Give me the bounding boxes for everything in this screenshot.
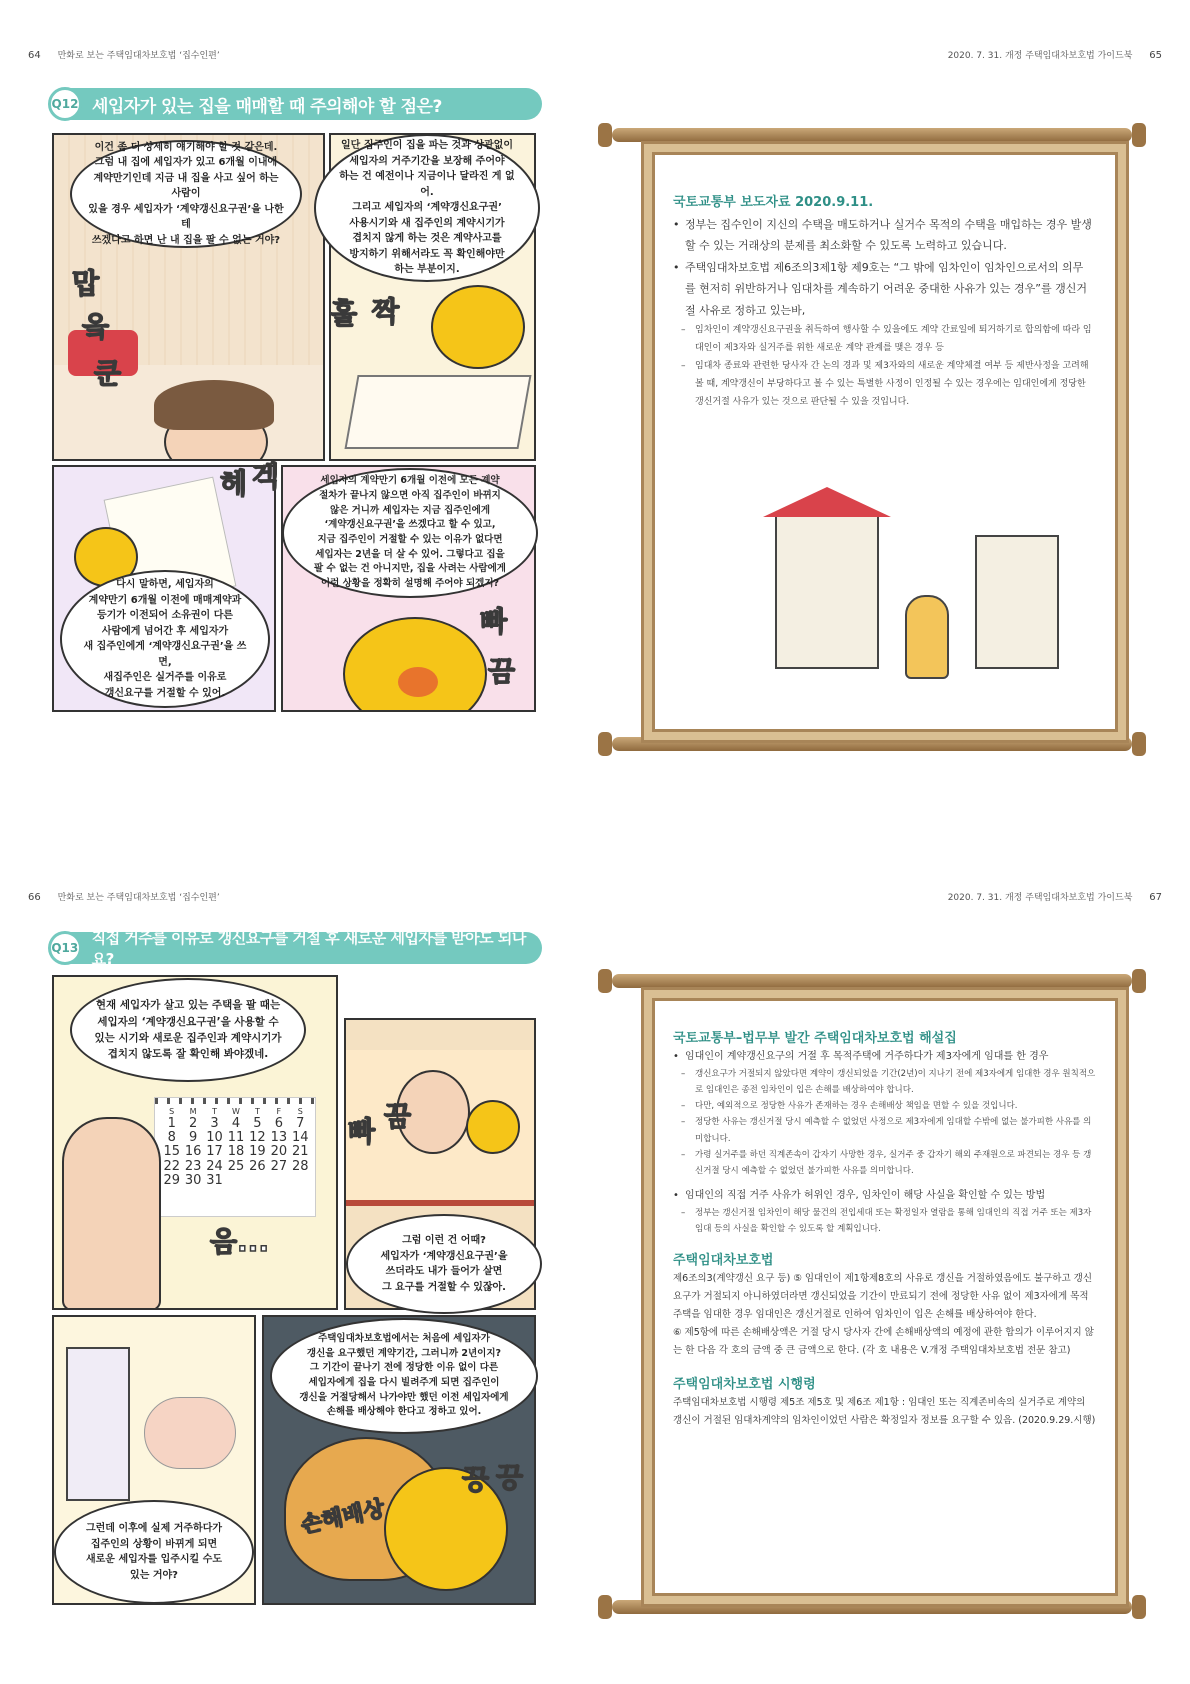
calendar-day-header: T [212,1107,217,1116]
mascot-illustration [343,617,487,712]
speech-bubble: 이건 좀 더 상세히 얘기해야 할 것 같은데. 그럼 내 집에 세입자가 있고 6개월 이내에 계약만기인데 지금 내 집을 사고 싶어 하는 사람이 있을 경우 세입자가 ‘계약갱신요구권’을 나한테 쓰겠다고 하면 난 내 집을 팔 수 없는 거야? [70,140,302,248]
calendar-date: 3 [210,1115,219,1131]
scroll-knob [598,123,612,147]
scroll-rod-top [612,974,1132,988]
mascot-beak [398,667,438,697]
sound-effect: 빠 [348,1115,376,1148]
speech-bubble: 세입자의 계약만기 6개월 이전에 모든 계약 절차가 끝나지 않으면 아직 집주인이 바뀌지 않은 거니까 세입자는 지금 집주인에게 ‘계약갱신요구권’을 쓰겠다고 할 수 있고, 지금 집주인이 거절할 수 있는 이유가 없다면 세입자는 2년을 더 살 수 있어. 그렇다고 집을 팔 수 없는 건 아니지만, 집을 사려는 사람에게 이런 상황을 정확히 설명해 주어야 되겠지? [282,468,538,598]
speech-bubble: 일단 집주인이 집을 파는 것과 상관없이 세입자의 거주기간을 보장해 주어야 하는 건 예전이나 지금이나 달라진 게 없어. 그리고 세입자의 ‘계약갱신요구권’ 사용시기와 새 집주인의 계약시기가 겹치지 않게 하는 것은 계약사고를 방지하기 위해서라도 꼭 확인해야만 하는 부분이지. [314,134,540,282]
question-title: 직접 거주를 이유로 갱신요구를 거절 후 새로운 세입자를 받아도 되나요? [91,929,526,968]
building-roof [763,487,891,517]
calendar-rings [155,1098,315,1104]
calendar-date: 6 [274,1115,283,1131]
sound-effect: 맙 [72,267,100,300]
character-illustration [62,1117,161,1310]
page-header-right [948,48,1162,61]
calendar-date: 27 [270,1158,288,1174]
page-number: 66 [28,892,41,903]
scroll-panel [652,152,1118,732]
calendar-date: 31 [206,1172,223,1188]
mascot-illustration [384,1467,508,1591]
calendar-date: 30 [184,1172,202,1188]
page-header-right [948,890,1162,903]
calendar-day-header: W [232,1107,240,1116]
sound-effect: 끔 [384,1100,412,1133]
calendar-day-header: M [189,1107,197,1116]
calendar-date: 29 [163,1172,180,1188]
speech-bubble: 다시 말하면, 세입자의 계약만기 6개월 이전에 매매계약과 등기가 이전되어 소유권이 다른 사람에게 넘어간 후 세입자가 새 집주인에게 ‘계약갱신요구권’을 쓰면, 새집주인은 실거주를 이유로 갱신요구를 거절할 수 있어. [60,570,270,708]
calendar-date: 4 [231,1115,241,1131]
calendar-date: 15 [163,1144,180,1160]
calendar-date: 18 [227,1144,245,1160]
scroll-knob [598,1595,612,1619]
calendar-date: 1 [167,1115,176,1131]
book-title: 만화로 보는 주택임대차보호법 ‘집수인편’ [57,51,220,61]
sound-effect: 끔 [488,655,516,688]
dash-text: – 임대차 종료와 관련한 당사자 간 논의 경과 및 제3자와의 새로운 계약체결 여부 등 제반사정을 고려해 볼 때, 계약갱신이 부당하다고 볼 수 있는 특별한 사정이 인정될 수 있는 경우에는 임대인에게 정당한 갱신거절 사유가 있는 것으로 판단될 수 있을 것입니다. [673,357,1093,411]
calendar-date: 26 [249,1158,266,1174]
guidebook-title: 2020. 7. 31. 개정 주택임대차보호법 가이드북 [947,51,1133,61]
calendar-date: 20 [270,1144,288,1160]
question-title-bar [50,929,542,968]
calendar-date: 24 [206,1158,223,1174]
law-paragraph: ⑥ 제5항에 따른 손해배상액은 거절 당시 당사자 간에 손해배상액의 예정에 관한 합의가 이루어지지 않는 한 다음 각 호의 금액 중 큰 금액으로 한다. (각 호 내용은 V.개정 주택임대차보호법 전문 참고) [673,1327,1094,1357]
dash-text: – 정부는 갱신거절 임차인이 해당 물건의 전입세대 또는 확정일자 열람을 통해 임대인의 직접 거주 또는 제3자 임대 등의 사실을 확인할 수 있도록 할 계획입니다. [673,1205,1097,1237]
page-number: 64 [28,50,41,61]
bullet-text: • 임대인이 계약갱신요구의 거절 후 목적주택에 거주하다가 제3자에게 임대를 한 경우 [673,1048,1097,1066]
scroll-rod-top [612,128,1132,142]
calendar-date: 9 [188,1130,198,1146]
scroll-knob [1132,1595,1146,1619]
calendar-day-header: T [254,1107,260,1116]
speech-bubble: 그런데 이후에 실제 거주하다가 집주인의 상황이 바뀌게 되면 새로운 세입자를 입주시킬 수도 있는 거야? [54,1500,254,1604]
calendar-date: 7 [296,1115,305,1131]
sound-effect: 짝 [372,295,400,328]
section-heading: 국토교통부–법무부 발간 주택임대차보호법 해설집 [673,1031,957,1046]
scroll-knob [1132,969,1146,993]
calendar-date: 10 [206,1130,223,1146]
law-paragraph: 제6조의3(계약갱신 요구 등) ⑤ 임대인이 제1항제8호의 사유로 갱신을 거절하였음에도 불구하고 갱신요구가 거절되지 아니하였더라면 갱신되었을 기간이 만료되기 전에 정당한 사유 없이 제3자에게 목적 주택을 임대한 경우 임대인은 갱신거절로 인하여 임차인이 입은 손해를 배상하여야 한다. [673,1273,1093,1321]
question-badge: Q13 [48,931,82,965]
scroll-panel [652,998,1118,1596]
bullet-text: • 주택임대차보호법 제6조의3제1항 제9호는 “그 밖에 임차인이 임차인으로서의 의무를 현저히 위반하거나 임대차를 계속하기 어려운 중대한 사유가 있는 경우”를 갱신거절 사유로 정하고 있는바, [673,257,1093,321]
book-illustration [344,375,531,449]
calendar [154,1097,316,1217]
sound-effect: 빠 [480,605,508,638]
building-illustration [66,1347,130,1501]
speech-bubble: 주택임대차보호법에서는 처음에 세입자가 갱신을 요구했던 계약기간, 그러니까 2년이지? 그 기간이 끝나기 전에 정당한 이유 없이 다른 세입자에게 집을 다시 빌려주게 되면 집주인이 갱신을 거절당해서 나가야만 했던 이전 세입자에게 손해를 배상해야 한다고 정하고 있어. [270,1318,538,1434]
sound-effect: 겍 [252,460,280,493]
sound-effect: 음... [210,1225,269,1258]
scroll-content [673,1027,1097,1430]
scroll-knob [1132,123,1146,147]
calendar-day-header: S [169,1107,175,1116]
building-illustration-left [775,515,879,669]
calendar-date: 21 [292,1144,309,1160]
page-number: 65 [1149,50,1162,61]
bullet-text: • 임대인의 직접 거주 사유가 허위인 경우, 임차인이 해당 사실을 확인할 수 있는 방법 [673,1187,1097,1205]
dash-text: – 임차인이 계약갱신요구권을 취득하여 행사할 수 있을에도 계약 간료일에 퇴거하기로 합의함에 따라 임대인이 제3자와 실거주를 위한 새로운 계약 관계를 맺은 경우 등 [673,321,1093,357]
calendar-date: 28 [292,1158,309,1174]
character-hair [154,380,274,430]
calendar-date: 13 [270,1130,288,1146]
sound-effect: 손해배상 [298,1496,388,1539]
calendar-date: 8 [167,1130,176,1146]
person-illustration [905,595,949,679]
page-number: 67 [1149,892,1162,903]
scroll-content [673,191,1093,411]
family-illustration [144,1397,236,1469]
scroll-rod-bottom [612,1600,1132,1614]
dash-text: – 가령 실거주를 하던 직계존속이 갑자기 사망한 경우, 실거주 중 갑자기 해외 주재원으로 파견되는 경우 등 갱신거절 당시 예측할 수 없었던 불가피한 사유를 의미합니다. [673,1147,1097,1179]
section-heading: 주택임대차보호법 시행령 [673,1376,816,1392]
bullet-text: • 정부는 집수인이 지신의 수택을 매도하거나 실거수 목적의 수택을 매입하는 경우 발생할 수 있는 거래상의 분제를 최소화할 수 있도록 노력하고 있습니다. [673,214,1093,257]
law-paragraph: 주택임대차보호법 시행령 제5조 제5호 및 제6조 제1항 : 임대인 또는 직계존비속의 실거주로 계약의 갱신이 거절된 임대차계약의 임차인이었던 사람은 확정일자 정보를 요구할 수 있음. (2020.9.29.시행) [673,1396,1096,1426]
calendar-date: 25 [227,1158,245,1174]
speech-bubble: 현재 세입자가 살고 있는 주택을 팔 때는 세입자의 ‘계약갱신요구권’을 사용할 수 있는 시기와 새로운 집주인과 계약시기가 겹치지 않도록 잘 확인해 봐야겠네. [70,978,306,1082]
sound-effect: 훌 [330,297,358,330]
sound-effect: 읔 [82,310,110,343]
calendar-date: 23 [184,1158,202,1174]
guidebook-title: 2020. 7. 31. 개정 주택임대차보호법 가이드북 [947,893,1133,903]
question-title: 세입자가 있는 집을 매매할 때 주의해야 할 점은? [92,96,442,117]
sound-effect: 쿤 [94,357,122,390]
building-illustration-right [975,535,1059,669]
calendar-day-header: S [297,1107,303,1116]
sound-effect: 헤 [220,467,248,500]
dash-text: – 정당한 사유는 갱신거절 당시 예측할 수 없었던 사정으로 제3자에게 임대할 수밖에 없는 불가피한 사유를 의미합니다. [673,1114,1097,1146]
calendar-date: 12 [249,1130,266,1146]
calendar-date: 14 [292,1130,309,1146]
speech-bubble: 그럼 이런 건 어때? 세입자가 ‘계약갱신요구권’을 쓰더라도 내가 들어가 살면 그 요구를 거절할 수 있잖아. [346,1214,542,1314]
calendar-date: 5 [253,1115,262,1131]
calendar-date: 17 [206,1144,223,1160]
question-title-bar [50,88,542,120]
calendar-date: 22 [163,1158,180,1174]
calendar-date: 16 [184,1144,202,1160]
dash-text: – 갱신요구가 거절되지 않았다면 계약이 갱신되었을 기간(2년)이 지나기 전에 제3자에게 임대한 경우 원칙적으로 임대인은 종전 임차인이 입은 손해를 배상하여야 합니다. [673,1066,1097,1098]
scroll-knob [598,969,612,993]
calendar-date: 19 [249,1144,266,1160]
dash-text: – 다만, 예외적으로 정당한 사유가 존재하는 경우 손해배상 책임을 면할 수 있을 것입니다. [673,1098,1097,1114]
section-heading: 국토교통부 보도자료 2020.9.11. [673,195,874,210]
sound-effect: 끙 [462,1463,490,1496]
calendar-day-header: F [276,1107,282,1116]
mascot-illustration [431,285,525,369]
page-header-left [28,890,220,903]
book-title: 만화로 보는 주택임대차보호법 ‘집수인편’ [57,893,220,903]
scroll-rod-bottom [612,737,1132,751]
calendar-grid [161,1108,311,1188]
sound-effect: 끙 [496,1461,524,1494]
scroll-knob [598,732,612,756]
scroll-knob [1132,732,1146,756]
calendar-date: 2 [188,1115,198,1131]
calendar-date: 11 [227,1130,245,1146]
page-header-left [28,48,220,61]
question-badge: Q12 [48,87,82,121]
mascot-illustration [466,1100,520,1154]
section-heading: 주택임대차보호법 [673,1253,774,1269]
